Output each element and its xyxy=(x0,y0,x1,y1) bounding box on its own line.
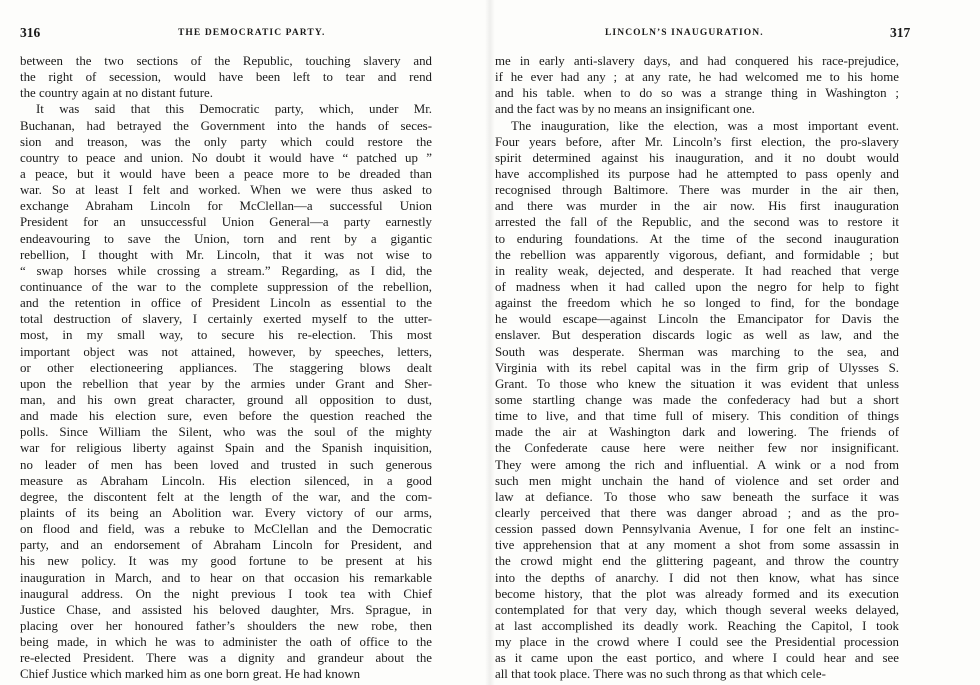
text-line: plaints of its being an Abolition war. Every victory of our arms, xyxy=(20,505,432,520)
text-line: his new policy. It was my good fortune to be present at his xyxy=(20,554,432,569)
text-line: of madness when it had called upon the negro for help to fight xyxy=(495,279,899,294)
text-line: clearly perceived that there was danger abroad ; and as the pro- xyxy=(495,505,899,520)
text-line: endeavouring to save the Union, torn and rent by a gigantic xyxy=(20,231,432,246)
text-line: war for religious liberty against Spain and the Spanish inquisition, xyxy=(20,441,432,456)
text-line: me in early anti-slavery days, and had conquered his race-prejudice, xyxy=(495,54,899,68)
text-line: arrested the fall of the Republic, and the second was to restore it xyxy=(495,215,899,230)
text-line: tive apprehension that at any moment a shot from some assassin in xyxy=(495,538,899,553)
text-line: exchange Abraham Lincoln for McClellan—a successful Union xyxy=(20,199,432,214)
text-line: law at defiance. To those who saw beneath the surface it was xyxy=(495,489,899,504)
text-line: upon the rebellion that year by the armies under Grant and Sher- xyxy=(20,376,432,391)
text-line: Virginia with its rebel capital was in the firm grip of Ulysses S. xyxy=(495,360,899,375)
text-line: Chief Justice which marked him as one born great. He had known xyxy=(20,667,361,682)
text-line: Buchanan, had betrayed the Government into the hands of seces- xyxy=(20,118,432,133)
text-line: enslaver. But desperation discards logic as well as law, and the xyxy=(495,328,899,343)
text-line: in reality weak, dejected, and desperate. It had reached that verge xyxy=(495,263,899,278)
text-line: as it came upon the east portico, and where I could hear and see xyxy=(495,651,899,666)
text-line: sion and treason, was the only party which could restore the xyxy=(20,134,432,149)
text-line: have accomplished its purpose had he attempted to pass openly and xyxy=(495,166,899,181)
text-line: The inauguration, like the election, was a most important event. xyxy=(511,118,899,133)
text-line: Grant. To those who knew the situation it was evident that unless xyxy=(495,376,899,391)
right-page-number: 317 xyxy=(890,25,911,40)
text-line: against the freedom which he so longed to find, for the bondage xyxy=(495,296,899,311)
text-line: inauguration in March, and to hear on that occasion his remarkable xyxy=(20,570,432,585)
text-line: important object was not attained, however, by speeches, letters, xyxy=(20,344,432,359)
left-running-title: THE DEMOCRATIC PARTY. xyxy=(178,28,326,38)
text-line: rebellion, I thought with Mr. Lincoln, that it was not wise to xyxy=(20,247,432,262)
text-line: and made his election sure, even before the question reached the xyxy=(20,409,432,424)
text-line: between the two sections of the Republic, touching slavery and xyxy=(20,54,432,68)
text-line: party, and an endorsement of Abraham Lincoln for President, and xyxy=(20,538,432,553)
text-line: made the air at Washington dark and lowering. The friends of xyxy=(495,425,899,440)
left-body-text xyxy=(20,53,432,682)
text-line: or other electioneering appliances. The staggering blows dealt xyxy=(20,360,432,375)
text-line: my place in the crowd where I could see the Presidential procession xyxy=(495,635,899,650)
text-line: and there was murder in the air now. His first inauguration xyxy=(495,199,899,214)
text-line: Four years before, after Mr. Lincoln’s first election, the pro-slavery xyxy=(495,134,899,149)
text-line: the country again at no distant future. xyxy=(20,86,213,101)
left-running-head xyxy=(20,24,474,42)
text-line: degree, the discontent felt at the length of the war, and the com- xyxy=(20,489,432,504)
text-line: such men might unchain the hand of violence and set order and xyxy=(495,473,899,488)
right-body-text xyxy=(495,53,899,682)
text-line: re-elected President. There was a dignity and grandeur about the xyxy=(20,651,432,666)
text-line: the right of secession, would have been left to tear and rend xyxy=(20,70,432,85)
text-line: polls. Since William the Silent, who was the soul of the mighty xyxy=(20,425,432,440)
text-line: man, and his own great character, ground all opposition to dust, xyxy=(20,392,432,407)
text-line: They were among the rich and influential. A wink or a nod from xyxy=(495,457,899,472)
left-page-number: 316 xyxy=(20,25,41,40)
text-line: on flood and field, was a rebuke to McClellan and the Democratic xyxy=(20,522,432,537)
text-line: some startling change was made the confederacy had but a short xyxy=(495,392,899,407)
text-line: the rebellion was apparently vigorous, defiant, and formidable ; but xyxy=(495,247,899,262)
text-line: continuance of the war to the complete suppression of the rebellion, xyxy=(20,279,432,294)
text-line: to enduring foundations. At the time of the second inauguration xyxy=(495,231,899,246)
text-line: a peace, but it would have been a peace more to be dreaded than xyxy=(20,166,432,181)
text-line: It was said that this Democratic party, which, under Mr. xyxy=(36,102,432,117)
text-line: measure as Abraham Lincoln. His election silenced, in a good xyxy=(20,473,432,488)
text-line: South was desperate. Sherman was marching to the sea, and xyxy=(495,344,899,359)
text-line: and his table. when to do so was a strange thing in Washington ; xyxy=(495,86,899,101)
text-line: into the depths of anarchy. I did not then know, what has since xyxy=(495,570,899,585)
text-line: Justice Chase, and assisted his beloved daughter, Mrs. Sprague, in xyxy=(20,602,432,617)
text-line: become history, that the plot was already formed and its execution xyxy=(495,586,899,601)
text-line: cession passed down Pennsylvania Avenue, I for one felt an instinc- xyxy=(495,522,899,537)
text-line: contemplated for that very day, which though several weeks delayed, xyxy=(495,602,899,617)
text-line: country to peace and union. No doubt it would have “ patched up ” xyxy=(20,150,432,165)
text-line: and the retention in office of President Lincoln as essential to the xyxy=(20,296,432,311)
text-line: the Confederate cause here were neither few nor insignificant. xyxy=(495,441,899,456)
text-line: time to live, and that time full of misery. This condition of things xyxy=(495,409,899,424)
text-line: spirit determined against his inauguration, and it no doubt would xyxy=(495,150,899,165)
text-line: he would escape—against Lincoln the Emancipator for Davis the xyxy=(495,312,899,327)
text-line: and the fact was by no means an insignificant one. xyxy=(495,102,755,117)
text-line: the crowd might end the glittering pageant, and throw the country xyxy=(495,554,899,569)
text-line: all that took place. There was no such throng as that which cele- xyxy=(495,667,826,682)
text-line: inaugural address. On the night previous I took tea with Chief xyxy=(20,586,432,601)
text-line: if he ever had any ; at any rate, he had welcomed me to his home xyxy=(495,70,899,85)
right-running-head xyxy=(495,24,911,42)
text-line: placing over her honoured father’s shoulders the new robe, then xyxy=(20,618,432,633)
right-running-title: LINCOLN’S INAUGURATION. xyxy=(605,28,764,38)
text-line: no leader of men has been loved and trusted in such generous xyxy=(20,457,432,472)
text-line: “ swap horses while crossing a stream.” Regarding, as I did, the xyxy=(20,263,432,278)
text-line: total destruction of slavery, I certainly exerted myself to the utter- xyxy=(20,312,432,327)
right-page xyxy=(490,0,980,685)
text-line: recognised through Baltimore. There was murder in the air then, xyxy=(495,183,899,198)
text-line: war. So at least I felt and worked. When we were thus asked to xyxy=(20,183,432,198)
text-line: at last accomplished its deadly work. Reaching the Capitol, I took xyxy=(495,618,899,633)
text-line: President for an unsuccessful Union General—a party earnestly xyxy=(20,215,432,230)
text-line: being made, in which he was to administer the oath of office to the xyxy=(20,635,432,650)
text-line: most, in my small way, to secure his re-election. This most xyxy=(20,328,432,343)
